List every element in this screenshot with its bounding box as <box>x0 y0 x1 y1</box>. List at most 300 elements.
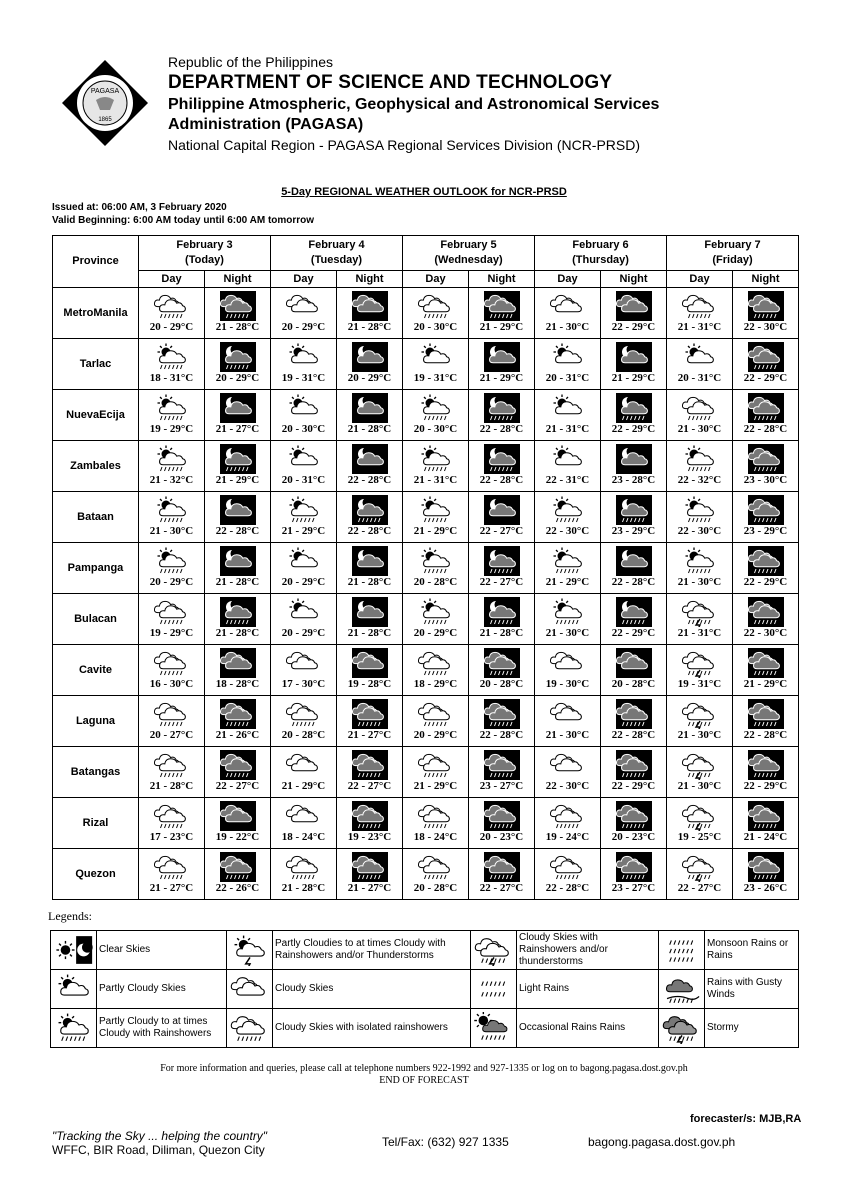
forecast-cell <box>337 390 403 441</box>
table-row <box>53 798 799 849</box>
temperature-range: 22 - 30°C <box>545 780 590 792</box>
temperature-range: 19 - 24°C <box>545 831 590 843</box>
forecast-cell <box>733 645 799 696</box>
telephone: Tel/Fax: (632) 927 1335 <box>382 1135 509 1149</box>
forecast-cell <box>139 543 205 594</box>
forecast-cell <box>337 696 403 747</box>
temperature-range: 22 - 32°C <box>677 474 722 486</box>
forecast-table <box>52 235 799 900</box>
temperature-range: 22 - 30°C <box>743 627 788 639</box>
cloudy-night-icon <box>337 648 402 678</box>
forecast-cell <box>667 492 733 543</box>
temperature-range: 22 - 27°C <box>347 780 392 792</box>
partly-cloudy-night-rain-icon <box>601 393 666 423</box>
forecast-cell <box>337 441 403 492</box>
logo-year-text: 1865 <box>98 117 112 123</box>
temperature-range: 18 - 29°C <box>413 678 458 690</box>
temperature-range: 21 - 29°C <box>413 525 458 537</box>
temperature-range: 23 - 26°C <box>743 882 788 894</box>
table-row <box>53 696 799 747</box>
cloudy-rain-night-icon <box>601 852 666 882</box>
partly-cloudy-rain-icon <box>139 393 204 423</box>
issued-at: Issued at: 06:00 AM, 3 February 2020 <box>52 202 227 213</box>
forecast-cell <box>139 288 205 339</box>
temperature-range: 20 - 29°C <box>413 729 458 741</box>
forecast-cell <box>139 849 205 900</box>
partly-cloudy-rain-icon <box>667 495 732 525</box>
partly-cloudy-night-rain-icon <box>601 597 666 627</box>
temperature-range: 18 - 31°C <box>149 372 194 384</box>
temperature-range: 22 - 27°C <box>479 882 524 894</box>
forecast-cell <box>733 747 799 798</box>
temperature-range: 20 - 31°C <box>545 372 590 384</box>
forecast-cell <box>535 645 601 696</box>
temperature-range: 18 - 28°C <box>215 678 260 690</box>
forecast-cell <box>139 747 205 798</box>
day-label: Day <box>139 271 205 288</box>
forecast-cell <box>601 288 667 339</box>
temperature-range: 21 - 29°C <box>281 525 326 537</box>
forecast-cell <box>535 594 601 645</box>
forecast-cell <box>403 390 469 441</box>
forecast-cell <box>205 747 271 798</box>
cloudy-rain-icon <box>535 801 600 831</box>
forecast-cell <box>403 339 469 390</box>
temperature-range: 23 - 27°C <box>611 882 656 894</box>
forecast-cell <box>733 288 799 339</box>
forecast-cell <box>667 645 733 696</box>
cloudy-rain-night-icon <box>733 444 798 474</box>
cloudy-rain-icon <box>139 750 204 780</box>
temperature-range: 20 - 31°C <box>281 474 326 486</box>
temperature-range: 21 - 27°C <box>215 423 260 435</box>
forecast-cell <box>667 288 733 339</box>
temperature-range: 22 - 28°C <box>545 882 590 894</box>
partly-cloudy-rain-icon <box>139 546 204 576</box>
forecast-cell <box>337 594 403 645</box>
forecast-cell <box>667 543 733 594</box>
partly-cloudy-rain-icon <box>667 444 732 474</box>
temperature-range: 22 - 27°C <box>479 576 524 588</box>
forecast-cell <box>601 390 667 441</box>
partly-cloudy-icon <box>535 444 600 474</box>
temperature-range: 22 - 29°C <box>611 627 656 639</box>
cloudy-rain-icon <box>271 699 336 729</box>
temperature-range: 22 - 28°C <box>611 576 656 588</box>
cloudy-rain-night-icon <box>601 801 666 831</box>
forecast-cell <box>271 849 337 900</box>
partly-cloudy-night-icon <box>205 495 270 525</box>
forecast-cell <box>667 441 733 492</box>
forecast-cell <box>205 849 271 900</box>
forecast-cell <box>271 390 337 441</box>
temperature-range: 21 - 29°C <box>479 321 524 333</box>
cloudy-icon <box>535 750 600 780</box>
cloudy-rain-icon <box>139 648 204 678</box>
forecast-cell <box>403 543 469 594</box>
cloudy-rain-icon <box>403 699 468 729</box>
cloudy-night-icon <box>601 291 666 321</box>
partly-cloudy-icon <box>271 393 336 423</box>
temperature-range: 21 - 28°C <box>347 627 392 639</box>
legend-row <box>51 931 799 970</box>
partly-cloudy-night-icon <box>337 393 402 423</box>
forecast-cell <box>535 390 601 441</box>
temperature-range: 22 - 28°C <box>347 525 392 537</box>
agency-name-line1: Philippine Atmospheric, Geophysical and Astronomical Services <box>168 96 660 113</box>
temperature-range: 21 - 28°C <box>149 780 194 792</box>
forecast-cell <box>535 849 601 900</box>
partly-cloudy-night-rain-icon <box>469 444 534 474</box>
night-label: Night <box>337 271 403 288</box>
temperature-range: 19 - 29°C <box>149 423 194 435</box>
logo-name-text: PAGASA <box>90 88 120 95</box>
cloudy-rain-night-icon <box>337 750 402 780</box>
temperature-range: 22 - 26°C <box>215 882 260 894</box>
table-row <box>53 441 799 492</box>
clear-legend-icon <box>51 931 97 970</box>
legend-table <box>50 930 799 1048</box>
legend-label: Cloudy Skies with Rainshowers and/or thunderstorms <box>517 931 659 970</box>
cloudy-rain-icon <box>403 648 468 678</box>
cloudy-icon <box>271 750 336 780</box>
cloudy-rain-icon <box>139 291 204 321</box>
forecast-cell <box>403 798 469 849</box>
cloudy-rain-icon <box>403 750 468 780</box>
province-name: Tarlac <box>53 339 139 390</box>
temperature-range: 21 - 30°C <box>149 525 194 537</box>
temperature-range: 19 - 23°C <box>347 831 392 843</box>
partly-cloudy-night-icon <box>337 597 402 627</box>
temperature-range: 22 - 28°C <box>479 474 524 486</box>
forecast-cell <box>337 747 403 798</box>
table-row <box>53 288 799 339</box>
partly-cloudy-icon <box>271 444 336 474</box>
partly-cloudy-night-icon <box>601 342 666 372</box>
temperature-range: 20 - 30°C <box>281 423 326 435</box>
partly-cloudy-rain-icon <box>535 546 600 576</box>
temperature-range: 20 - 29°C <box>149 576 194 588</box>
cloudy-rain-night-icon <box>733 393 798 423</box>
partly-cloudy-rain-icon <box>403 393 468 423</box>
cloudy-storm-legend-icon <box>471 931 517 970</box>
temperature-range: 21 - 28°C <box>479 627 524 639</box>
partly-cloudy-night-rain-icon <box>469 597 534 627</box>
temperature-range: 22 - 29°C <box>611 423 656 435</box>
cloudy-storm-icon <box>667 750 732 780</box>
partly-cloudy-rain-icon <box>139 342 204 372</box>
temperature-range: 22 - 30°C <box>545 525 590 537</box>
temperature-range: 20 - 28°C <box>611 678 656 690</box>
province-name: MetroManila <box>53 288 139 339</box>
forecast-cell <box>733 849 799 900</box>
temperature-range: 20 - 23°C <box>479 831 524 843</box>
forecast-cell <box>139 645 205 696</box>
legend-title: Legends: <box>48 909 92 923</box>
cloudy-icon <box>271 291 336 321</box>
forecast-cell <box>271 594 337 645</box>
cloudy-rain-night-icon <box>601 750 666 780</box>
province-name: NuevaEcija <box>53 390 139 441</box>
cloudy-storm-icon <box>667 597 732 627</box>
forecast-cell <box>667 390 733 441</box>
forecast-cell <box>469 492 535 543</box>
gusty-legend-icon <box>659 970 705 1009</box>
forecasters: forecaster/s: MJB,RA <box>690 1113 802 1125</box>
temperature-range: 22 - 30°C <box>743 321 788 333</box>
forecast-cell <box>733 798 799 849</box>
cloudy-storm-icon <box>667 852 732 882</box>
legend-label: Light Rains <box>517 970 659 1009</box>
legend-label: Partly Cloudy to at times Cloudy with Rainshowers <box>97 1009 227 1048</box>
legend-label: Occasional Rains Rains <box>517 1009 659 1048</box>
info-text: For more information and queries, please call at telephone numbers 922-1992 and 927-1335 or log on to bagong.pagasa.dost.gov.ph <box>160 1063 688 1074</box>
website: bagong.pagasa.dost.gov.ph <box>588 1135 736 1149</box>
temperature-range: 18 - 24°C <box>413 831 458 843</box>
temperature-range: 20 - 28°C <box>413 576 458 588</box>
temperature-range: 23 - 29°C <box>611 525 656 537</box>
cloudy-rain-night-icon <box>205 852 270 882</box>
report-title: 5-Day REGIONAL WEATHER OUTLOOK for NCR-PRSD <box>281 186 567 198</box>
partly-cloudy-night-icon <box>469 342 534 372</box>
forecast-cell <box>205 492 271 543</box>
forecast-cell <box>139 441 205 492</box>
forecast-cell <box>535 288 601 339</box>
temperature-range: 21 - 28°C <box>347 576 392 588</box>
forecast-cell <box>205 390 271 441</box>
forecast-cell <box>205 288 271 339</box>
temperature-range: 21 - 24°C <box>743 831 788 843</box>
cloudy-rain-night-icon <box>733 801 798 831</box>
stormy-legend-icon <box>659 1009 705 1048</box>
partly-cloudy-legend-icon <box>51 970 97 1009</box>
forecast-cell <box>205 339 271 390</box>
cloudy-rain-night-icon <box>733 546 798 576</box>
legend-label: Partly Cloudy Skies <box>97 970 227 1009</box>
cloudy-rain-legend-icon <box>227 1009 273 1048</box>
temperature-range: 20 - 29°C <box>347 372 392 384</box>
date-header: February 7 (Friday) <box>667 236 799 271</box>
temperature-range: 20 - 28°C <box>281 729 326 741</box>
legend-row <box>51 970 799 1009</box>
temperature-range: 21 - 28°C <box>347 423 392 435</box>
republic-label: Republic of the Philippines <box>168 54 333 70</box>
temperature-range: 22 - 29°C <box>743 576 788 588</box>
temperature-range: 20 - 29°C <box>281 321 326 333</box>
day-label: Day <box>667 271 733 288</box>
partly-cloudy-rain-legend-icon <box>51 1009 97 1048</box>
forecast-cell <box>271 645 337 696</box>
forecast-cell <box>205 798 271 849</box>
forecast-cell <box>469 543 535 594</box>
partly-cloudy-rain-icon <box>403 546 468 576</box>
forecast-cell <box>535 696 601 747</box>
forecast-cell <box>337 798 403 849</box>
forecast-cell <box>403 696 469 747</box>
night-label: Night <box>205 271 271 288</box>
night-label: Night <box>733 271 799 288</box>
partly-cloudy-storm-legend-icon <box>227 931 273 970</box>
temperature-range: 22 - 29°C <box>611 321 656 333</box>
cloudy-rain-night-icon <box>337 852 402 882</box>
date-header: February 3 (Today) <box>139 236 271 271</box>
province-name: Batangas <box>53 747 139 798</box>
forecast-cell <box>337 288 403 339</box>
forecast-cell <box>667 849 733 900</box>
forecast-cell <box>733 441 799 492</box>
table-row <box>53 849 799 900</box>
temperature-range: 20 - 30°C <box>413 321 458 333</box>
forecast-cell <box>271 543 337 594</box>
temperature-range: 21 - 30°C <box>677 423 722 435</box>
forecast-cell <box>271 288 337 339</box>
forecast-cell <box>139 339 205 390</box>
forecast-cell <box>403 747 469 798</box>
temperature-range: 20 - 31°C <box>677 372 722 384</box>
temperature-range: 23 - 27°C <box>479 780 524 792</box>
temperature-range: 21 - 30°C <box>545 627 590 639</box>
forecast-cell <box>667 696 733 747</box>
forecast-cell <box>337 849 403 900</box>
province-name: Bulacan <box>53 594 139 645</box>
forecast-cell <box>271 339 337 390</box>
partly-cloudy-icon <box>271 546 336 576</box>
forecast-cell <box>733 594 799 645</box>
temperature-range: 21 - 31°C <box>677 321 722 333</box>
forecast-cell <box>139 594 205 645</box>
forecast-cell <box>205 594 271 645</box>
valid-period: Valid Beginning: 6:00 AM today until 6:00 AM tomorrow <box>52 215 315 226</box>
legend-label: Cloudy Skies with isolated rainshowers <box>273 1009 471 1048</box>
cloudy-rain-night-icon <box>469 291 534 321</box>
forecast-cell <box>667 798 733 849</box>
forecast-cell <box>733 543 799 594</box>
partly-cloudy-icon <box>403 342 468 372</box>
table-row <box>53 747 799 798</box>
cloudy-rain-night-icon <box>205 750 270 780</box>
partly-cloudy-rain-icon <box>403 495 468 525</box>
temperature-range: 21 - 31°C <box>545 423 590 435</box>
temperature-range: 22 - 31°C <box>545 474 590 486</box>
province-header: Province <box>53 236 139 288</box>
temperature-range: 19 - 31°C <box>413 372 458 384</box>
forecast-cell <box>535 441 601 492</box>
temperature-range: 22 - 30°C <box>677 525 722 537</box>
partly-cloudy-rain-icon <box>403 597 468 627</box>
cloudy-icon <box>271 648 336 678</box>
legend-label: Cloudy Skies <box>273 970 471 1009</box>
province-name: Laguna <box>53 696 139 747</box>
cloudy-rain-icon <box>403 801 468 831</box>
day-label: Day <box>535 271 601 288</box>
province-name: Rizal <box>53 798 139 849</box>
partly-cloudy-night-icon <box>205 546 270 576</box>
date-header: February 4 (Tuesday) <box>271 236 403 271</box>
temperature-range: 20 - 28°C <box>413 882 458 894</box>
temperature-range: 21 - 30°C <box>677 576 722 588</box>
cloudy-rain-night-icon <box>205 291 270 321</box>
temperature-range: 21 - 27°C <box>347 882 392 894</box>
pagasa-logo <box>60 58 150 148</box>
partly-cloudy-night-icon <box>205 393 270 423</box>
temperature-range: 21 - 30°C <box>677 729 722 741</box>
temperature-range: 22 - 28°C <box>611 729 656 741</box>
legend-label: Monsoon Rains or Rains <box>705 931 799 970</box>
temperature-range: 23 - 28°C <box>611 474 656 486</box>
forecast-cell <box>271 747 337 798</box>
forecast-cell <box>469 798 535 849</box>
forecast-cell <box>403 492 469 543</box>
forecast-cell <box>337 492 403 543</box>
night-label: Night <box>601 271 667 288</box>
temperature-range: 21 - 29°C <box>479 372 524 384</box>
cloudy-night-icon <box>205 648 270 678</box>
temperature-range: 20 - 28°C <box>479 678 524 690</box>
partly-cloudy-night-rain-icon <box>469 393 534 423</box>
forecast-cell <box>601 594 667 645</box>
forecast-cell <box>139 390 205 441</box>
forecast-cell <box>139 798 205 849</box>
province-name: Pampanga <box>53 543 139 594</box>
address: WFFC, BIR Road, Diliman, Quezon City <box>52 1143 265 1157</box>
cloudy-night-icon <box>205 801 270 831</box>
partly-cloudy-icon <box>271 342 336 372</box>
temperature-range: 22 - 28°C <box>347 474 392 486</box>
partly-cloudy-night-rain-icon <box>205 444 270 474</box>
forecast-cell <box>667 594 733 645</box>
forecast-cell <box>469 339 535 390</box>
temperature-range: 20 - 29°C <box>215 372 260 384</box>
forecast-cell <box>469 696 535 747</box>
cloudy-rain-night-icon <box>469 699 534 729</box>
forecast-cell <box>403 849 469 900</box>
temperature-range: 20 - 29°C <box>149 321 194 333</box>
temperature-range: 21 - 30°C <box>545 321 590 333</box>
forecast-cell <box>205 696 271 747</box>
temperature-range: 21 - 28°C <box>215 627 260 639</box>
cloudy-night-icon <box>601 648 666 678</box>
table-row <box>53 645 799 696</box>
forecast-cell <box>271 492 337 543</box>
partly-cloudy-rain-icon <box>271 495 336 525</box>
cloudy-rain-night-icon <box>733 342 798 372</box>
cloudy-icon <box>271 801 336 831</box>
forecast-cell <box>601 849 667 900</box>
temperature-range: 21 - 28°C <box>215 576 260 588</box>
forecast-cell <box>733 390 799 441</box>
forecast-cell <box>469 849 535 900</box>
temperature-range: 20 - 27°C <box>149 729 194 741</box>
partly-cloudy-night-icon <box>337 444 402 474</box>
temperature-range: 21 - 29°C <box>281 780 326 792</box>
department-title: DEPARTMENT OF SCIENCE AND TECHNOLOGY <box>168 72 613 93</box>
temperature-range: 21 - 28°C <box>281 882 326 894</box>
cloudy-rain-night-icon <box>733 852 798 882</box>
cloudy-rain-night-icon <box>337 801 402 831</box>
cloudy-rain-night-icon <box>469 648 534 678</box>
partly-cloudy-rain-icon <box>667 546 732 576</box>
temperature-range: 18 - 24°C <box>281 831 326 843</box>
table-row <box>53 390 799 441</box>
temperature-range: 21 - 31°C <box>677 627 722 639</box>
forecast-cell <box>403 645 469 696</box>
forecast-cell <box>535 747 601 798</box>
temperature-range: 20 - 29°C <box>281 627 326 639</box>
temperature-range: 21 - 29°C <box>743 678 788 690</box>
temperature-range: 21 - 30°C <box>677 780 722 792</box>
forecast-cell <box>469 594 535 645</box>
temperature-range: 22 - 28°C <box>215 525 260 537</box>
